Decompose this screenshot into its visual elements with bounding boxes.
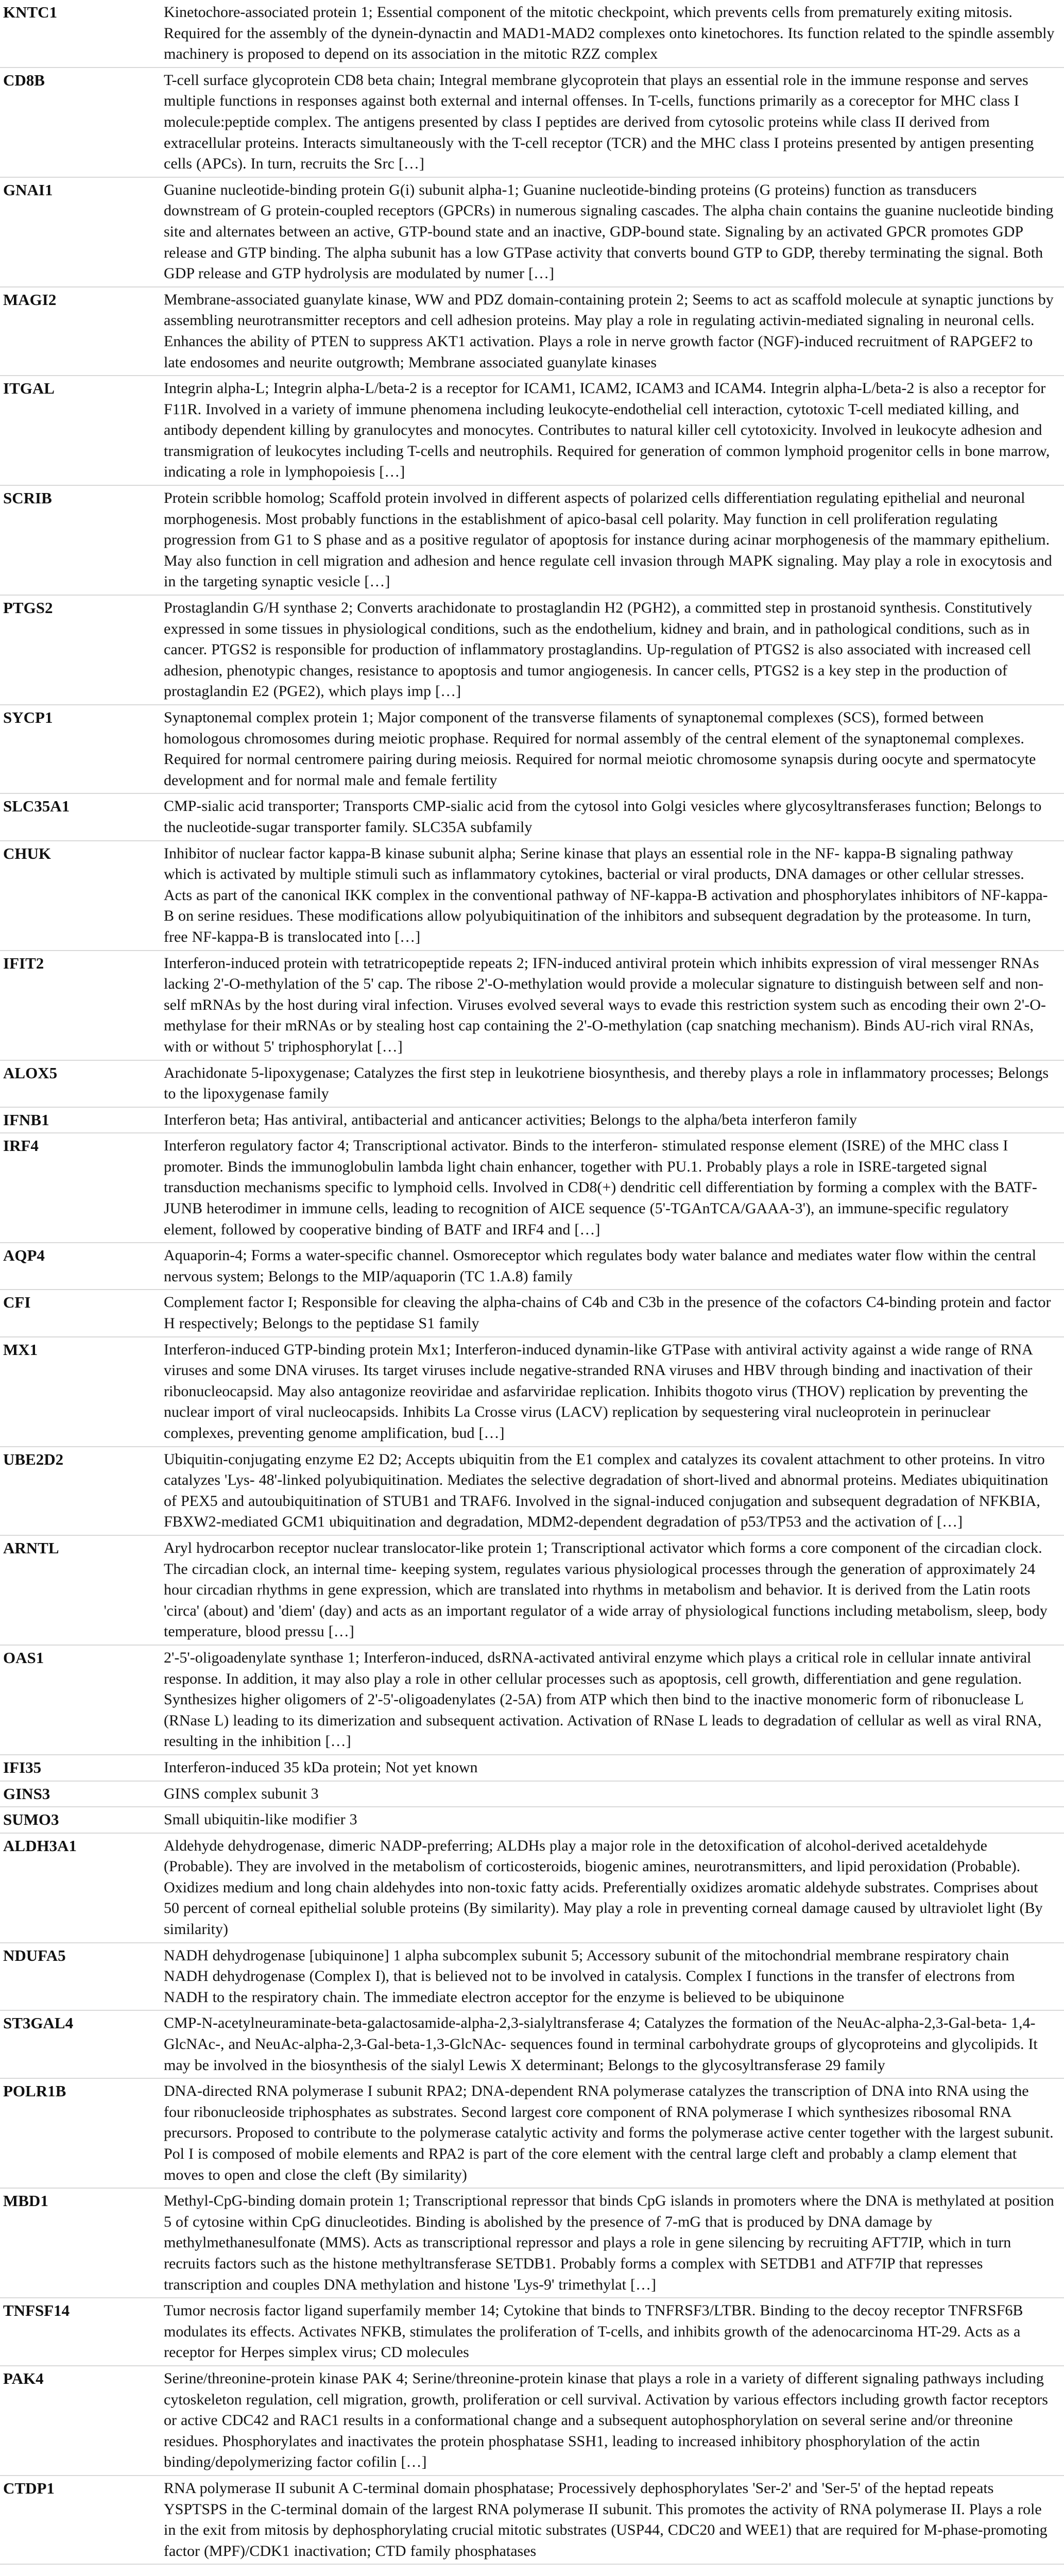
gene-description: Membrane-associated guanylate kinase, WW and PDZ domain-containing protein 2; Seems to act as scaffold molecule at synaptic junctions by assembling neurotransmitter receptors and cell adhesion proteins. May play a role in regulating activin-mediated signaling in neuronal cells. Enhances the ability of PTEN to suppress AKT1 activation. Plays a role in nerve growth factor (NGF)-induced recruitment of RAPGEF2 to late endosomes and neurite outgrowth; Membrane associated guanylate kinases <box>164 291 1054 371</box>
gene-description: Methyl-CpG-binding domain protein 1; Transcriptional repressor that binds CpG islands in promoters where the DNA is methylated at position 5 of cytosine within CpG dinucleotides. Binding is abolished by the presence of 7-mG that is produced by DNA damage by methylmethanesulfonate (MMS). Acts as transcriptional repressor and plays a role in gene silencing by recruiting AFT7IP, which in turn recruits factors such as the histone methyltransferase SETDB1. Probably forms a complex with SETDB1 and ATF7IP that represses transcription and couples DNA methylation and histone 'Lys-9' trimethylat […] <box>164 2192 1054 2293</box>
table-row <box>0 1061 1064 1108</box>
gene-symbol: SYCP1 <box>3 708 53 726</box>
gene-description: Interferon-induced GTP-binding protein Mx1; Interferon-induced dynamin-like GTPase with antiviral activity against a wide range of RNA viruses and some DNA viruses. Its target viruses include negative-stranded RNA viruses and HBV through binding and inactivation of their ribonucleocapsid. May also antagonize reoviridae and asfarviridae replication. Inhibits thogoto virus (THOV) replication by preventing the nuclear import of viral nucleocapsids. Inhibits La Crosse virus (LACV) replication by sequestering viral nucleoprotein in perinuclear complexes, preventing genome amplification, bud […] <box>164 1341 1033 1442</box>
gene-description: GINS complex subunit 3 <box>164 1785 319 1802</box>
gene-description: Arachidonate 5-lipoxygenase; Catalyzes the first step in leukotriene biosynthesis, and thereby plays a role in inflammatory processes; Belongs to the lipoxygenase family <box>164 1064 1049 1103</box>
gene-description: RNA polymerase II subunit A C-terminal domain phosphatase; Processively dephosphorylates 'Ser-2' and 'Ser-5' of the heptad repeats YSPTSPS in the C-terminal domain of the largest RNA polymerase II subunit. This promotes the activity of RNA polymerase II. Plays a role in the exit from mitosis by dephosphorylating crucial mitotic substrates (USP44, CDC20 and WEE1) that are required for M-phase-promoting factor (MPF)/CDK1 inactivation; CTD family phosphatases <box>164 2479 1048 2560</box>
gene-description: Ubiquitin-conjugating enzyme E2 D2; Accepts ubiquitin from the E1 complex and catalyzes its covalent attachment to other proteins. In vitro catalyzes 'Lys- 48'-linked polyubiquitination. Mediates the selective degradation of short-lived and abnormal proteins. Mediates ubiquitination of PEX5 and autoubiquitination of STUB1 and TRAF6. Involved in the signal-induced conjugation and subsequent degradation of NFKBIA, FBXW2-mediated GCM1 ubiquitination and degradation, MDM2-dependent degradation of p53/TP53 and the activation of […] <box>164 1450 1049 1531</box>
gene-symbol: ARNTL <box>3 1538 59 1557</box>
table-row <box>0 178 1064 287</box>
gene-symbol: CFI <box>3 1293 31 1312</box>
table-row <box>0 1646 1064 1755</box>
gene-symbol: GINS3 <box>3 1784 50 1803</box>
table-row <box>0 68 1064 178</box>
gene-symbol: PAK4 <box>3 2369 44 2387</box>
table-row <box>0 1943 1064 2011</box>
gene-description: Interferon regulatory factor 4; Transcriptional activator. Binds to the interferon- stimulated response element (ISRE) of the MHC class I promoter. Binds the immunoglobulin lambda light chain enhancer, together with PU.1. Probably plays a role in ISRE-targeted signal transduction mechanisms specific to lymphoid cells. Involved in CD8(+) dendritic cell differentiation by forming a complex with the BATF-JUNB heterodimer in immune cells, leading to recognition of AICE sequence (5'-TGAnTCA/GAAA-3'), an immune-specific regulatory element, followed by cooperative binding of BATF and IRF4 and […] <box>164 1137 1037 1238</box>
gene-description: Serine/threonine-protein kinase PAK 4; Serine/threonine-protein kinase that plays a role in a variety of different signaling pathways including cytoskeleton regulation, cell migration, growth, proliferation or cell survival. Activation by various effectors including growth factor receptors or active CDC42 and RAC1 results in a conformational change and a subsequent autophosphorylation on several serine and/or threonine residues. Phosphorylates and inactivates the protein phosphatase SSH1, leading to increased inhibitory phosphorylation of the actin binding/depolymerizing factor cofilin […] <box>164 2369 1048 2471</box>
table-row <box>0 1755 1064 1782</box>
gene-symbol: PTGS2 <box>3 599 53 617</box>
table-row <box>0 951 1064 1061</box>
gene-description: Interferon beta; Has antiviral, antibacterial and anticancer activities; Belongs to the alpha/beta interferon family <box>164 1111 857 1128</box>
table-row <box>0 1834 1064 1943</box>
table-row <box>0 2011 1064 2079</box>
gene-symbol: IFNB1 <box>3 1110 49 1129</box>
gene-description: Aryl hydrocarbon receptor nuclear translocator-like protein 1; Transcriptional activator which forms a core component of the circadian clock. The circadian clock, an internal time- keeping system, regulates various physiological processes through the generation of approximately 24 hour circadian rhythms in gene expression, which are translated into rhythms in metabolism and behavior. It is derived from the Latin roots 'circa' (about) and 'diem' (day) and acts as an important regulator of a wide array of physiological functions including metabolism, sleep, body temperature, blood pressu […] <box>164 1539 1048 1640</box>
gene-description: Complement factor I; Responsible for cleaving the alpha-chains of C4b and C3b in the presence of the cofactors C4-binding protein and factor H respectively; Belongs to the peptidase S1 family <box>164 1294 1051 1332</box>
table-row <box>0 794 1064 841</box>
gene-description: Integrin alpha-L; Integrin alpha-L/beta-2 is a receptor for ICAM1, ICAM2, ICAM3 and ICAM4. Integrin alpha-L/beta-2 is also a receptor for F11R. Involved in a variety of immune phenomena including leukocyte-endothelial cell interaction, cytotoxic T-cell mediated killing, and antibody dependent killing by granulocytes and monocytes. Contributes to natural killer cell cytotoxicity. Involved in leukocyte adhesion and transmigration of leukocytes including T-cells and neutrophils. Required for generation of common lymphoid progenitor cells in bone marrow, indicating a role in lymphopoiesis […] <box>164 380 1050 481</box>
gene-symbol: TNFSF14 <box>3 2301 70 2320</box>
gene-symbol: ITGAL <box>3 379 55 398</box>
table-row <box>0 841 1064 951</box>
table-row <box>0 1290 1064 1337</box>
gene-symbol: CD8B <box>3 71 45 89</box>
gene-description: Aldehyde dehydrogenase, dimeric NADP-preferring; ALDHs play a major role in the detoxification of alcohol-derived acetaldehyde (Probable). They are involved in the metabolism of corticosteroids, biogenic amines, neurotransmitters, and lipid peroxidation (Probable). Oxidizes medium and long chain aldehydes into non-toxic fatty acids. Preferentially oxidizes aromatic aldehyde substrates. Comprises about 50 percent of corneal epithelial soluble proteins (By similarity). May play a role in preventing corneal damage caused by ultraviolet light (By similarity) <box>164 1837 1043 1938</box>
gene-symbol: CTDP1 <box>3 2479 55 2497</box>
table-row <box>0 376 1064 486</box>
table-row <box>0 2189 1064 2298</box>
gene-description: Aquaporin-4; Forms a water-specific channel. Osmoreceptor which regulates body water balance and mediates water flow within the central nervous system; Belongs to the MIP/aquaporin (TC 1.A.8) family <box>164 1247 1036 1285</box>
gene-symbol: OAS1 <box>3 1648 44 1667</box>
gene-description: 2'-5'-oligoadenylate synthase 1; Interferon-induced, dsRNA-activated antiviral enzyme which plays a critical role in cellular innate antiviral response. In addition, it may also play a role in other cellular processes such as apoptosis, cell growth, differentiation and gene regulation. Synthesizes higher oligomers of 2'-5'-oligoadenylates (2-5A) from ATP which then bind to the inactive monomeric form of ribonuclease L (RNase L) leading to its dimerization and subsequent activation. Activation of RNase L leads to degradation of cellular as well as viral RNA, resulting in the inhibition […] <box>164 1649 1042 1750</box>
table-row <box>0 1337 1064 1447</box>
gene-symbol: MX1 <box>3 1340 38 1359</box>
gene-symbol: ST3GAL4 <box>3 2014 74 2032</box>
gene-description: Synaptonemal complex protein 1; Major component of the transverse filaments of synaptonemal complexes (SCS), formed between homologous chromosomes during meiotic prophase. Required for normal assembly of the central element of the synaptonemal complexes. Required for normal centromere pairing during meiosis. Required for normal meiotic chromosome synapsis during oocyte and spermatocyte development and for normal male and female fertility <box>164 709 1036 789</box>
gene-description: Small ubiquitin-like modifier 3 <box>164 1811 357 1828</box>
table-row <box>0 705 1064 794</box>
table-row <box>0 287 1064 376</box>
gene-symbol: IFI35 <box>3 1758 42 1776</box>
table-row <box>0 2366 1064 2476</box>
table-row <box>0 1807 1064 1834</box>
gene-symbol: SLC35A1 <box>3 797 70 816</box>
gene-description: Interferon-induced 35 kDa protein; Not yet known <box>164 1758 478 1776</box>
gene-description: Prostaglandin G/H synthase 2; Converts arachidonate to prostaglandin H2 (PGH2), a committed step in prostanoid synthesis. Constitutively expressed in some tissues in physiological conditions, such as the endothelium, kidney and brain, and in pathological conditions, such as in cancer. PTGS2 is responsible for production of inflammatory prostaglandins. Up-regulation of PTGS2 is also associated with increased cell adhesion, phenotypic changes, resistance to apoptosis and tumor angiogenesis. In cancer cells, PTGS2 is a key step in the production of prostaglandin E2 (PGE2), which plays imp […] <box>164 599 1033 700</box>
gene-description: CMP-N-acetylneuraminate-beta-galactosamide-alpha-2,3-sialyltransferase 4; Catalyzes the formation of the NeuAc-alpha-2,3-Gal-beta- 1,4-GlcNAc-, and NeuAc-alpha-2,3-Gal-beta-1,3-GlcNAc- sequences found in terminal carbohydrate groups of glycoproteins and glycolipids. It may be involved in the biosynthesis of the sialyl Lewis X determinant; Belongs to the glycosyltransferase 29 family <box>164 2014 1038 2074</box>
table-row <box>0 1243 1064 1290</box>
table-row <box>0 596 1064 705</box>
gene-description: T-cell surface glycoprotein CD8 beta chain; Integral membrane glycoprotein that plays an essential role in the immune response and serves multiple functions in responses against both external and internal offenses. In T-cells, functions primarily as a coreceptor for MHC class I molecule:peptide complex. The antigens presented by class I peptides are derived from cytosolic proteins while class II derived from extracellular proteins. Interacts simultaneously with the T-cell receptor (TCR) and the MHC class I proteins presented by antigen presenting cells (APCs). In turn, recruits the Src […] <box>164 71 1034 173</box>
gene-symbol: NDUFA5 <box>3 1946 66 1964</box>
gene-symbol: POLR1B <box>3 2082 66 2100</box>
gene-description: Protein scribble homolog; Scaffold protein involved in different aspects of polarized cells differentiation regulating epithelial and neuronal morphogenesis. Most probably functions in the establishment of apico-basal cell polarity. May function in cell proliferation regulating progression from G1 to S phase and as a positive regulator of apoptosis for instance during acinar morphogenesis of the mammary epithelium. May also function in cell migration and adhesion and hence regulate cell invasion through MAPK signaling. May play a role in exocytosis and in the targeting synaptic vesicle […] <box>164 489 1052 590</box>
gene-symbol: IRF4 <box>3 1137 39 1155</box>
gene-symbol: IFIT2 <box>3 954 44 972</box>
gene-symbol: MAGI2 <box>3 290 57 309</box>
table-row <box>0 1108 1064 1134</box>
gene-symbol: KNTC1 <box>3 3 58 21</box>
gene-symbol: SCRIB <box>3 489 52 507</box>
gene-symbol: UBE2D2 <box>3 1450 64 1468</box>
gene-symbol: MBD1 <box>3 2192 48 2210</box>
table-row <box>0 1782 1064 1808</box>
gene-description: Interferon-induced protein with tetratricopeptide repeats 2; IFN-induced antiviral protein which inhibits expression of viral messenger RNAs lacking 2'-O-methylation of the 5' cap. The ribose 2'-O-methylation would provide a molecular signature to distinguish between self and non-self mRNAs by the host during viral infection. Viruses evolved several ways to evade this restriction system such as encoding their own 2'-O-methylase for their mRNAs or by stealing host cap containing the 2'-O-methylation (cap snatching mechanism). Binds AU-rich viral RNAs, with or without 5' triphosphorylat […] <box>164 954 1046 1055</box>
table-row <box>0 486 1064 596</box>
table-row <box>0 1133 1064 1243</box>
gene-description: Inhibitor of nuclear factor kappa-B kinase subunit alpha; Serine kinase that plays an essential role in the NF- kappa-B signaling pathway which is activated by multiple stimuli such as inflammatory cytokines, bacterial or viral products, DNA damages or other cellular stresses. Acts as part of the canonical IKK complex in the conventional pathway of NF-kappa-B activation and phosphorylates inhibitors of NF-kappa-B on serine residues. These modifications allow polyubiquitination of the inhibitors and subsequent degradation by the proteasome. In turn, free NF-kappa-B is translocated into […] <box>164 844 1048 945</box>
gene-symbol: SUMO3 <box>3 1810 59 1829</box>
gene-description: Tumor necrosis factor ligand superfamily member 14; Cytokine that binds to TNFRSF3/LTBR. Binding to the decoy receptor TNFRSF6B modulates its effects. Activates NFKB, stimulates the proliferation of T-cells, and inhibits growth of the adenocarcinoma HT-29. Acts as a receptor for Herpes simplex virus; CD molecules <box>164 2302 1023 2361</box>
gene-description: CMP-sialic acid transporter; Transports CMP-sialic acid from the cytosol into Golgi vesicles where glycosyltransferases function; Belongs to the nucleotide-sugar transporter family. SLC35A subfamily <box>164 798 1042 836</box>
table-row <box>0 2079 1064 2189</box>
table-row <box>0 2298 1064 2366</box>
gene-symbol: GNAI1 <box>3 180 53 199</box>
gene-description: Guanine nucleotide-binding protein G(i) subunit alpha-1; Guanine nucleotide-binding proteins (G proteins) function as transducers downstream of G protein-coupled receptors (GPCRs) in numerous signaling cascades. The alpha chain contains the guanine nucleotide binding site and alternates between an active, GTP-bound state and an inactive, GDP-bound state. Signaling by an activated GPCR promotes GDP release and GTP binding. The alpha subunit has a low GTPase activity that converts bound GTP to GDP, thereby terminating the signal. Both GDP release and GTP hydrolysis are modulated by numer […] <box>164 181 1054 282</box>
gene-description: DNA-directed RNA polymerase I subunit RPA2; DNA-dependent RNA polymerase catalyzes the transcription of DNA into RNA using the four ribonucleoside triphosphates as substrates. Second largest core component of RNA polymerase I which synthesizes ribosomal RNA precursors. Proposed to contribute to the polymerase catalytic activity and forms the polymerase active center together with the largest subunit. Pol I is composed of mobile elements and RPA2 is part of the core element with the central large cleft and probably a clamp element that moves to open and close the cleft (By similarity) <box>164 2082 1054 2183</box>
table-row <box>0 1447 1064 1536</box>
gene-symbol: ALDH3A1 <box>3 1836 77 1855</box>
gene-symbol: CHUK <box>3 844 51 862</box>
gene-description: Kinetochore-associated protein 1; Essential component of the mitotic checkpoint, which prevents cells from prematurely exiting mitosis. Required for the assembly of the dynein-dynactin and MAD1-MAD2 complexes onto kinetochores. Its function related to the spindle assembly machinery is proposed to depend on its association in the mitotic RZZ complex <box>164 4 1055 63</box>
gene-symbol: ALOX5 <box>3 1063 58 1082</box>
table-row <box>0 1536 1064 1646</box>
table-row <box>0 2476 1064 2565</box>
gene-symbol: AQP4 <box>3 1246 45 1265</box>
gene-description: NADH dehydrogenase [ubiquinone] 1 alpha subcomplex subunit 5; Accessory subunit of the mitochondrial membrane respiratory chain NADH dehydrogenase (Complex I), that is believed not to be involved in catalysis. Complex I functions in the transfer of electrons from NADH to the respiratory chain. The immediate electron acceptor for the enzyme is believed to be ubiquinone <box>164 1946 1015 2006</box>
table-row <box>0 0 1064 68</box>
